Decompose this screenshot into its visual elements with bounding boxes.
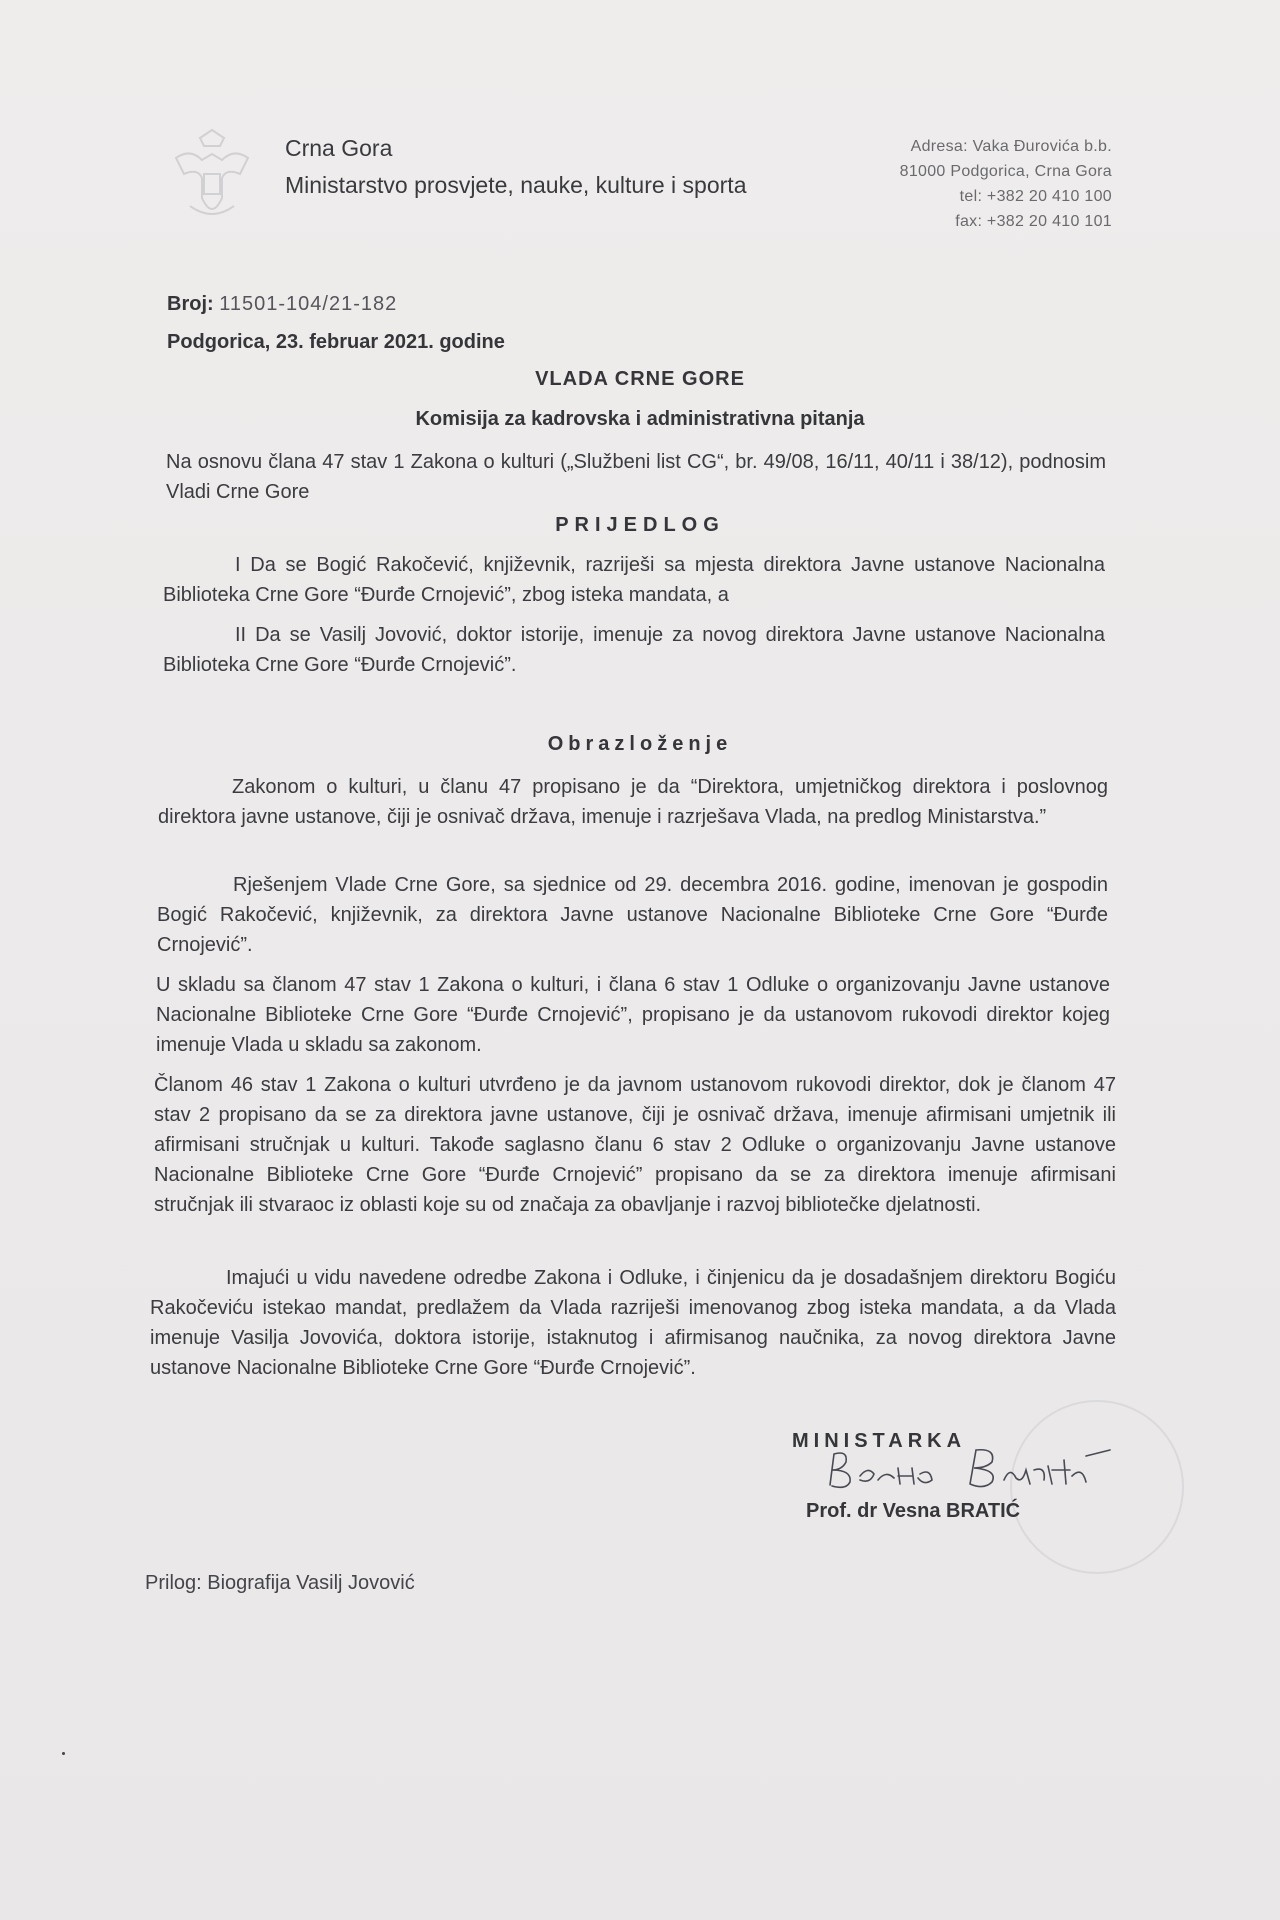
city-line: 81000 Podgorica, Crna Gora: [899, 163, 1112, 180]
rationale-heading: Obrazloženje: [547, 733, 733, 755]
address-line: Adresa: Vaka Đurovića b.b.: [910, 138, 1112, 155]
rationale-paragraph: Rješenjem Vlade Crne Gore, sa sjednice od 29. decembra 2016. godine, imenovan je gospodin Bogić Rakočević, književnik, za direktora Javne ustanove Nacionalne Biblioteke Crne Gore “Đurđe Crnojević”.: [157, 874, 1108, 956]
country-name: Crna Gora: [285, 135, 393, 161]
signatory-title: MINISTARKA: [792, 1430, 967, 1452]
signatory-name: Prof. dr Vesna BRATIĆ: [806, 1500, 1021, 1522]
date-line: Podgorica, 23. februar 2021. godine: [167, 331, 505, 353]
rationale-paragraph: Članom 46 stav 1 Zakona o kulturi utvrđeno je da javnom ustanovom rukovodi direktor, dok je članom 47 stav 2 propisano da se za direktora javne ustanove, čiji je osnivač država, imenuje afirmisani umjetnik ili afirmisani stručnjak u kulturi. Takođe saglasno članu 6 stav 2 Odluke o organizovanju Javne ustanove Nacionalne Biblioteke Crne Gore “Đurđe Crnojević” propisano da se za direktora imenuje afirmisani stručnjak ili stvaraoc iz oblasti koje su od značaja za obavljanje i razvoj bibliotečke djelatnosti.: [154, 1074, 1116, 1216]
issuer-block: [285, 130, 746, 204]
intro-paragraph: Na osnovu člana 47 stav 1 Zakona o kulturi („Službeni list CG“, br. 49/08, 16/11, 40/11 i 38/12), podnosim Vladi Crne Gore: [166, 451, 1106, 503]
rationale-paragraph: U skladu sa članom 47 stav 1 Zakona o kulturi, i člana 6 stav 1 Odluke o organizovanju Javne ustanove Nacionalne Biblioteke Crne Gore “Đurđe Crnojević”, propisano je da ustanovom rukovodi direktor kojeg imenuje Vlada u skladu sa zakonom.: [156, 974, 1110, 1056]
reference-label: Broj:: [167, 293, 214, 315]
proposal-item-2: II Da se Vasilj Jovović, doktor istorije, imenuje za novog direktora Javne ustanove Nacionalna Biblioteka Crne Gore “Đurđe Crnojević”.: [163, 624, 1105, 676]
proposal-heading: PRIJEDLOG: [555, 514, 725, 536]
reference-value: 11501-104/21-182: [219, 293, 398, 315]
address-block: [900, 134, 1112, 234]
rationale-paragraph: Imajući u vidu navedene odredbe Zakona i Odluke, i činjenicu da je dosadašnjem direktoru Bogiću Rakočeviću istekao mandat, predlažem da Vlada razriješi imenovanog zbog isteka mandata, a da Vlada imenuje Vasilja Jovovića, doktora istorije, istaknutog i afirmisanog naučnika, za novog direktora Javne ustanove Nacionalne Biblioteke Crne Gore “Đurđe Crnojević”.: [150, 1267, 1116, 1379]
fax-line: fax: +382 20 410 101: [955, 213, 1112, 230]
reference-number: [167, 293, 397, 316]
handwritten-signature: [820, 1440, 1120, 1500]
phone-line: tel: +382 20 410 100: [959, 188, 1112, 205]
recipient: VLADA CRNE GORE: [535, 368, 745, 390]
coat-of-arms-icon: [170, 128, 254, 224]
commission: Komisija za kadrovska i administrativna pitanja: [415, 408, 865, 430]
attachment-note: Prilog: Biografija Vasilj Jovović: [145, 1572, 415, 1594]
proposal-item-1: I Da se Bogić Rakočević, književnik, razriješi sa mjesta direktora Javne ustanove Nacionalna Biblioteka Crne Gore “Đurđe Crnojević”, zbog isteka mandata, a: [163, 554, 1105, 606]
rationale-paragraph: Zakonom o kulturi, u članu 47 propisano je da “Direktora, umjetničkog direktora i poslovnog direktora javne ustanove, čiji je osnivač država, imenuje i razrješava Vlada, na predlog Ministarstva.”: [158, 776, 1108, 828]
ministry-name: Ministarstvo prosvjete, nauke, kulture i sporta: [285, 172, 747, 198]
paper-speck: [62, 1752, 65, 1755]
